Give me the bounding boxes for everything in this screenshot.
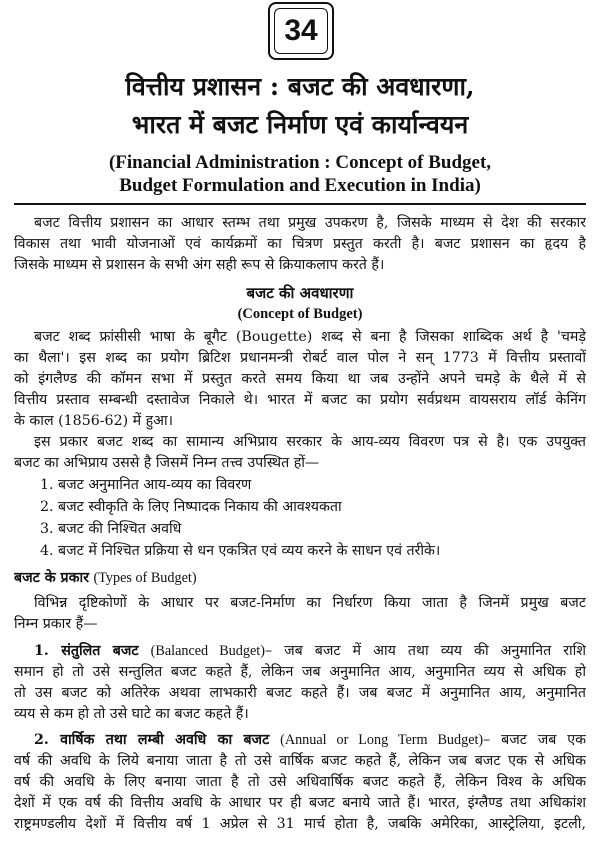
paragraph-line: वर्ष की अवधि के लिए बनाया जाता है तो उसे अधिवार्षिक बजट कहते हैं, लेकिन विश्व के अधिक (14, 774, 586, 790)
paragraph-line: विभिन्न दृष्टिकोणों के आधार पर बजट-निर्माण का निर्धारण किया जाता है जिनमें प्रमुख बजट (34, 595, 586, 611)
intro-line: विकास तथा भावी योजनाओं एवं कार्यक्रमों का चित्रण प्रस्तुत करती है। बजट प्रशासन का हृदय है (14, 236, 586, 252)
paragraph-line: निम्न प्रकार हैं— (14, 616, 98, 632)
chapter-badge (268, 2, 334, 60)
annual-budget-first-line (34, 731, 586, 749)
paragraph-line: वर्ष की अवधि के लिये बनाया जाता है तो उसे वार्षिक बजट कहते हैं, लेकिन जब बजट एक से अधिक (14, 753, 586, 769)
chapter-title-hindi-line2: भारत में बजट निर्माण एवं कार्यान्वयन (131, 110, 469, 139)
paragraph-line: समान हो तो उसे सन्तुलित बजट कहते हैं, लेकिन जब अनुमानित आय, अनुमानित व्यय से अधिक हो (14, 664, 586, 680)
section-heading-hindi: बजट की अवधारणा (246, 284, 354, 302)
list-item: 1. बजट अनुमानित आय-व्यय का विवरण (40, 477, 252, 493)
balanced-budget-label-english: (Balanced Budget) (150, 643, 265, 659)
balanced-budget-first-line (34, 642, 586, 660)
list-item: 2. बजट स्वीकृति के लिए निष्पादक निकाय की आवश्यकता (40, 499, 342, 515)
paragraph-line: व्यय से कम हो तो उसे घाटे का बजट कहते हैं। (14, 706, 249, 722)
paragraph-line: के काल (1856-62) में हुआ। (14, 413, 174, 429)
intro-line: जिसके माध्यम से प्रशासन के सभी अंग सही रूप से क्रियाकलाप करते हैं। (14, 257, 385, 273)
chapter-title-english-line2: Budget Formulation and Execution in India) (119, 175, 481, 196)
annual-budget-text: – बजट जब एक (483, 732, 586, 748)
title-divider (14, 203, 586, 205)
types-heading-english: (Types of Budget) (93, 570, 197, 586)
paragraph-line: देशों में एक वर्ष की वित्तीय अवधि के आधार पर ही बजट बनाये जाते हैं। भारत, इंग्लैण्ड तथा अधिकांश (14, 795, 586, 811)
types-heading-hindi: बजट के प्रकार (14, 570, 89, 586)
balanced-budget-text: – जब बजट में आय तथा व्यय की अनुमानित राशि (264, 643, 586, 659)
paragraph-line: का थैला'। इस शब्द का प्रयोग ब्रिटिश प्रधानमन्त्री रोबर्ट वाल पोल ने सन् 1773 में वित्तीय प्रस्तावों (14, 350, 586, 366)
list-item: 4. बजट में निश्चित प्रक्रिया से धन एकत्रित एवं व्यय करने के साधन एवं तरीके। (40, 543, 441, 559)
paragraph-line: तो उस बजट को अतिरेक अथवा लाभकारी बजट कहते हैं। जब बजट में अनुमानित आय, अनुमानित (14, 685, 586, 701)
balanced-budget-label: 1. संतुलित बजट (34, 643, 139, 659)
paragraph-line: बजट शब्द फ्रांसीसी भाषा के बूगैट (Bougette) शब्द से बना है जिसका शाब्दिक अर्थ है 'चमड़े (34, 329, 586, 345)
types-heading (14, 569, 586, 587)
paragraph-line: को इंगलैण्ड की कॉमन सभा में प्रस्तुत करते समय किया था जब उन्होंने अपने चमड़े के थैले में से (14, 371, 586, 387)
annual-budget-label: 2. वार्षिक तथा लम्बी अवधि का बजट (34, 732, 270, 748)
chapter-number: 34 (274, 8, 328, 54)
annual-budget-label-english: (Annual or Long Term Budget) (280, 732, 484, 748)
paragraph-line: राष्ट्रमण्डलीय देशों में वित्तीय वर्ष 1 अप्रेल से 31 मार्च होता है, जबकि अमेरिका, आस्ट्रेलिया, इटली, (14, 816, 586, 832)
list-item: 3. बजट की निश्चित अवधि (40, 521, 182, 537)
chapter-title-hindi-line1: वित्तीय प्रशासन : बजट की अवधारणा, (125, 72, 475, 101)
intro-line: बजट वित्तीय प्रशासन का आधार स्तम्भ तथा प्रमुख उपकरण है, जिसके माध्यम से देश की सरकार (34, 215, 586, 231)
paragraph-line: इस प्रकार बजट शब्द का सामान्य अभिप्राय सरकार के आय-व्यय विवरण पत्र से है। एक उपयुक्त (34, 434, 586, 450)
chapter-title-english-line1: (Financial Administration : Concept of Budget, (108, 152, 492, 173)
paragraph-line: वित्तीय प्रस्ताव सम्बन्धी दस्तावेज निकाले थे। भारत में बजट का प्रयोग सर्वप्रथम वायसराय लॉर्ड केनिंग (14, 392, 586, 408)
paragraph-line: बजट का अभिप्राय उससे है जिसमें निम्न तत्त्व उपस्थित हों— (14, 455, 320, 471)
section-heading-english: (Concept of Budget) (237, 306, 363, 322)
